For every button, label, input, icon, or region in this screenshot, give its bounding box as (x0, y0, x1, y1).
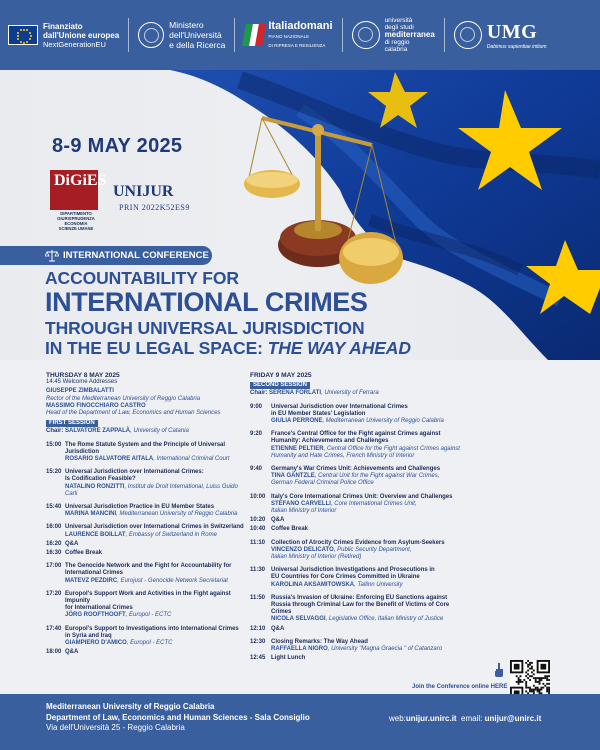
day2-heading: FRIDAY 9 MAY 2025 (250, 372, 312, 379)
divider (234, 18, 235, 52)
item-title-cont: for International Crimes (65, 605, 133, 612)
item-title: Collection of Atrocity Crimes Evidence from Asylum-Seekers (271, 539, 445, 546)
pointing-hand-icon (494, 663, 504, 677)
programme-item (250, 540, 465, 562)
programme-item (250, 517, 465, 524)
item-title: Coffee Break (271, 526, 309, 533)
item-speaker-role-cont: Italian Ministry of Interior (Retired) (271, 554, 362, 561)
italiadomani-logo (244, 13, 332, 57)
chair-role: , University of Ferrara (321, 390, 379, 397)
republic-seal-icon (138, 22, 164, 48)
item-speaker: GIULIA PERRONE (271, 418, 323, 425)
item-title: Universal Jurisdiction over International Crimes (271, 403, 408, 410)
item-speaker-role: , Tallinn University (354, 581, 403, 588)
item-speaker-role: , Public Security Department, (333, 546, 412, 553)
item-speaker-role-cont: Humanity and Hate Crimes, French Ministry of Interior (271, 452, 415, 459)
eu-line3: NextGenerationEU (43, 39, 106, 49)
italiadomani-sub2: DI RIPRESA E RESILIENZA (268, 42, 326, 48)
chair-label: Chair: (250, 390, 268, 397)
footer-address: Via dell'Università 25 - Reggio Calabria (46, 723, 185, 732)
unirc-line5: calabria (384, 46, 408, 53)
scales-icon (45, 249, 59, 262)
title-line-4b: THE WAY AHEAD (267, 338, 411, 358)
item-time: 15:20 (46, 469, 62, 476)
item-time: 17:40 (46, 625, 62, 632)
conference-label: INTERNATIONAL CONFERENCE (63, 250, 209, 261)
programme-item (46, 550, 246, 557)
programme-item (250, 655, 465, 662)
programme-item (46, 591, 246, 620)
item-speaker-role-cont: German Federal Criminal Police Office (271, 480, 374, 487)
welcome-speaker-1: GIUSEPPE ZIMBALATTI (46, 388, 114, 395)
eu-flag-icon (8, 25, 38, 45)
item-title: Italy's Core International Crimes Unit: Overview and Challenges (271, 493, 453, 500)
item-title: Europol's Support Work and Activities in the Fight against Impunity (65, 590, 231, 605)
umg-logo (454, 13, 547, 57)
unirc-logo (352, 13, 435, 57)
top-logo-bar (0, 0, 600, 70)
programme-item (250, 639, 465, 653)
item-title-cont: in EU Member States' Legislation (271, 410, 366, 417)
programme-item (46, 626, 246, 648)
item-time: 9:20 (250, 431, 263, 438)
item-time: 10:40 (250, 526, 266, 533)
item-speaker-role: , Embassy of Switzerland in Rome (125, 531, 217, 538)
unijur-logo: UNIJUR (113, 183, 174, 200)
programme-item (46, 442, 246, 464)
umg-seal-icon (454, 21, 482, 49)
chair-role: , University of Catania (130, 428, 189, 435)
item-title: Light Lunch (271, 655, 306, 662)
second-session-badge: SECOND SESSION (250, 382, 310, 389)
item-title: Germany's War Crimes Unit: Achievements and Challenges (271, 466, 441, 473)
item-time: 11:30 (250, 567, 266, 574)
italiadomani-name: Italiadomani (268, 19, 333, 32)
unirc-line1: università (384, 17, 413, 24)
item-title: The Genocide Network and the Fight for Accountability for (65, 563, 232, 570)
item-speaker: JÖRG ROOFTHOOFT (65, 612, 126, 619)
unirc-line2: degli studi (384, 24, 414, 31)
programme-item (46, 504, 246, 518)
item-speaker: STEFANO CARVELLI (271, 500, 331, 507)
title-line-4a: IN THE EU LEGAL SPACE: (45, 338, 263, 358)
digies-caption-4: SCIENZE UMANE (58, 226, 94, 231)
programme-item (250, 466, 465, 488)
item-speaker-role: , Institut de Droit International, Luiss Guido Carli (65, 483, 238, 497)
web-link[interactable]: unijur.unirc.it (405, 714, 457, 723)
unirc-line3: mediterranea (384, 30, 435, 39)
programme-item (250, 431, 465, 460)
programme-item (250, 626, 465, 633)
digies-caption-2: GIURISPRUDENZA (57, 216, 95, 221)
title-line-2: INTERNATIONAL CRIMES (45, 287, 368, 317)
item-speaker-role: , University "Magna Graecia " of Catanzaro (327, 646, 443, 653)
italiadomani-sub1: PIANO NAZIONALE (268, 33, 310, 39)
item-time: 18:00 (46, 649, 62, 656)
item-speaker-role: , Eurojust - Genocide Network Secretariat (117, 577, 228, 584)
join-online-link[interactable]: Join the Conference online HERE (412, 684, 508, 690)
item-time: 9:00 (250, 403, 263, 410)
item-speaker: ETIENNE PELTIER (271, 445, 324, 452)
programme-item (250, 404, 465, 426)
item-time: 12:10 (250, 625, 266, 632)
title-line-1: ACCOUNTABILITY FOR (45, 268, 239, 288)
item-title: Universal Jurisdiction over International Crimes: (65, 469, 204, 476)
item-title: Q&A (65, 540, 79, 547)
welcome-addresses: 14:45 Welcome Addresses (46, 379, 118, 386)
welcome-role-2: Head of the Department of Law, Economics and Human Sciences (46, 410, 221, 417)
item-speaker-role: , Core International Crimes Unit, (330, 500, 417, 507)
email-link[interactable]: unijur@unirc.it (484, 714, 542, 723)
item-title: Coffee Break (65, 550, 103, 557)
digies-logo (50, 170, 107, 231)
item-speaker-role: , Mediterranean University of Reggio Calabria (322, 418, 444, 425)
item-time: 11:10 (250, 539, 266, 546)
item-title: France's Central Office for the Fight against Crimes against (271, 431, 441, 438)
item-speaker: VINCENZO DELICATO (271, 546, 334, 553)
prin-code: PRIN 2022K52ES9 (119, 203, 190, 212)
item-speaker: ROSARIO SALVATORE AITALA (65, 456, 154, 463)
item-time: 17:20 (46, 590, 62, 597)
conference-label-band (0, 246, 212, 265)
item-time: 15:40 (46, 504, 62, 511)
item-title: Q&A (271, 625, 285, 632)
unirc-line4: di reggio (384, 39, 410, 46)
programme-day-1 (46, 372, 246, 657)
item-title: The Rome Statute System and the Principle of Universal Jurisdiction (65, 441, 226, 455)
item-speaker: LAURENCE BOILLAT (65, 531, 126, 538)
item-time: 10:20 (250, 517, 266, 524)
eu-logo (8, 13, 119, 57)
mur-line1: Ministero (169, 20, 204, 30)
item-speaker-role: , Legislative Office, Italian Ministry of Justice (325, 616, 444, 623)
item-speaker: NICOLA SELVAGGI (271, 616, 326, 623)
mur-line3: e della Ricerca (169, 40, 226, 50)
item-title: Universal Jurisdiction Investigations and Prosecutions in (271, 567, 435, 574)
item-title-cont: in Syria and Iraq (65, 632, 112, 639)
chair-name: SERENA FORLATI (269, 390, 322, 397)
divider (128, 18, 129, 52)
welcome-speaker-2: MASSIMO FINOCCHIARO CASTRO (46, 402, 146, 409)
item-time: 16:20 (46, 540, 62, 547)
programme-item (46, 524, 246, 538)
divider (342, 18, 343, 52)
day1-heading: THURSDAY 8 MAY 2025 (46, 372, 120, 379)
item-title: Universal Jurisdiction Practice in EU Member States (65, 504, 215, 511)
item-speaker: MARINA MANCINI (65, 511, 117, 518)
footer-university: Mediterranean University of Reggio Calabria (46, 702, 215, 711)
item-title: Russia's Invasion of Ukraine: Enforcing EU Sanctions against (271, 594, 448, 601)
item-title-cont: EU Countries for Core Crimes Committed in Ukraine (271, 574, 420, 581)
eu-line2: dall'Unione europea (43, 30, 120, 40)
item-speaker: KAROLINA AKSAMITOWSKA (271, 581, 355, 588)
item-time: 17:00 (46, 563, 62, 570)
item-speaker: GIAMPIERO D'AMICO (65, 640, 127, 647)
item-time: 10:00 (250, 493, 266, 500)
item-title: Universal Jurisdiction over International Crimes in Switzerland (65, 524, 244, 531)
item-speaker: RAFFAELLA NIGRO (271, 646, 328, 653)
conference-date: 8-9 MAY 2025 (52, 135, 183, 157)
second-session-chair (250, 390, 465, 397)
footer-bar (0, 694, 600, 750)
item-time: 12:45 (250, 655, 266, 662)
email-label: email: (461, 714, 483, 723)
item-speaker: NATALINO RONZITTI (65, 483, 125, 490)
item-speaker-role: , Central Unit for the Fight against War Crimes, (314, 473, 440, 480)
programme-day-2 (250, 372, 465, 663)
item-speaker-role: , Europol - ECTC (126, 640, 173, 647)
programme-item (46, 649, 246, 656)
item-title-cont: Russia through Criminal Law for the Benefit of Victims of Core Crimes (271, 602, 450, 616)
item-title: Europol's Support to Investigations into International Crimes (65, 625, 239, 632)
programme-item (46, 563, 246, 585)
footer-contacts (389, 714, 541, 723)
web-label: web: (389, 714, 406, 723)
item-time: 11:50 (250, 594, 266, 601)
item-speaker: TINA GÄNTZLE (271, 473, 315, 480)
programme-item (46, 469, 246, 498)
item-time: 15:00 (46, 441, 62, 448)
item-speaker-role: , Europol - ECTC (125, 612, 172, 619)
digies-caption-3: ECONOMIA (64, 221, 88, 226)
programme-item (250, 567, 465, 589)
item-time: 9:40 (250, 466, 263, 473)
item-title: Closing Remarks: The Way Ahead (271, 638, 368, 645)
divider (444, 18, 445, 52)
unirc-seal-icon (352, 21, 380, 49)
chair-label: Chair: (46, 428, 64, 435)
welcome-role-1: Rector of the Mediterranean University of Reggio Calabria (46, 395, 201, 402)
item-time: 12:30 (250, 638, 266, 645)
item-speaker: MATEVZ PEZDIRC (65, 577, 118, 584)
title-line-3-4 (45, 318, 411, 358)
first-session-badge: FIRST SESSION (46, 420, 98, 427)
item-title-cont: Is Codification Feasible? (65, 476, 136, 483)
item-time: 16:00 (46, 524, 62, 531)
item-title-cont: International Crimes (65, 570, 124, 577)
first-session-chair (46, 428, 246, 435)
item-speaker-role-cont: Italian Ministry of Interior (271, 508, 337, 515)
programme-item (250, 526, 465, 533)
item-speaker-role: , Central Office for the Fight against Crimes against (323, 445, 460, 452)
item-title-cont: Humanity: Achievements and Challenges (271, 438, 389, 445)
item-title: Q&A (271, 517, 285, 524)
programme-item (46, 541, 246, 548)
programme-item (250, 595, 465, 624)
italian-flag-icon (242, 24, 266, 46)
title-line-3: THROUGH UNIVERSAL JURISDICTION (45, 318, 365, 338)
eu-line1: Finanziato (43, 21, 83, 31)
item-title: Q&A (65, 649, 79, 656)
item-speaker-role: , International Criminal Court (153, 456, 230, 463)
digies-caption-1: DIPARTIMENTO (60, 211, 92, 216)
item-speaker-role: , Mediterranean University of Reggio Calabria (116, 511, 238, 518)
mur-line2: dell'Università (169, 30, 222, 40)
chair-name: SALVATORE ZAPPALÀ (65, 428, 131, 435)
programme-item (250, 494, 465, 516)
item-time: 16:30 (46, 550, 62, 557)
digies-letters: DiGiES (50, 170, 98, 210)
mur-logo (138, 13, 225, 57)
umg-name: UMG (486, 20, 538, 43)
footer-department: Department of Law, Economics and Human Sciences - Sala Consiglio (46, 712, 310, 722)
umg-motto: Dabimus sapientiae initium (486, 43, 547, 50)
